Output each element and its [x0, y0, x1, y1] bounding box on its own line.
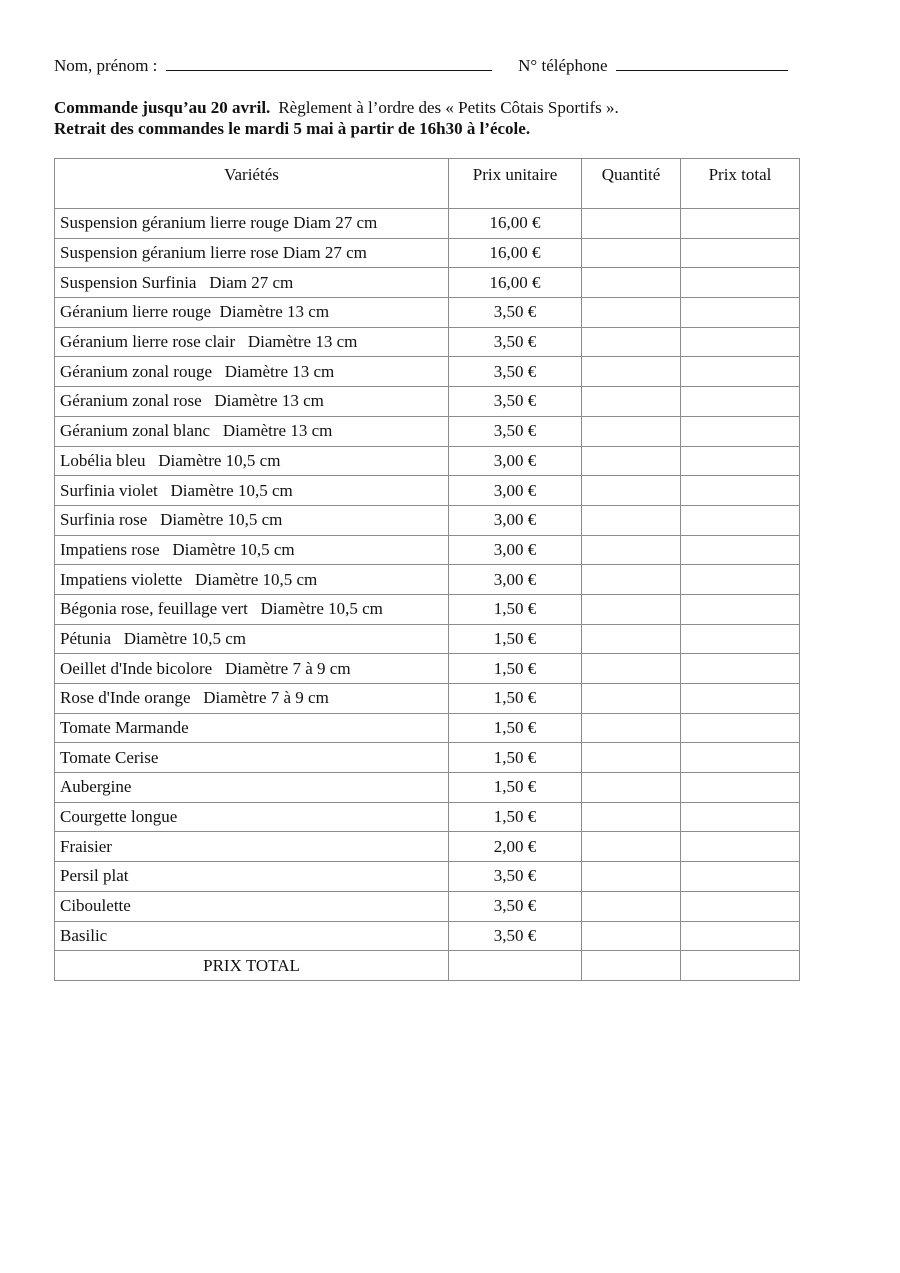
header-unit-price: Prix unitaire	[449, 159, 582, 209]
quantity-cell[interactable]	[582, 654, 681, 684]
unit-price-cell: 2,00 €	[449, 832, 582, 862]
total-row	[55, 951, 800, 981]
total-price-cell[interactable]	[681, 505, 800, 535]
table-row	[55, 832, 800, 862]
table-row	[55, 684, 800, 714]
variety-cell: Surfinia rose Diamètre 10,5 cm	[55, 505, 449, 535]
total-label: PRIX TOTAL	[55, 951, 449, 981]
table-row	[55, 862, 800, 892]
quantity-cell[interactable]	[582, 327, 681, 357]
variety-cell: Tomate Marmande	[55, 713, 449, 743]
table-row	[55, 209, 800, 239]
total-price-cell[interactable]	[681, 624, 800, 654]
variety-cell: Courgette longue	[55, 802, 449, 832]
table-row	[55, 416, 800, 446]
variety-cell: Géranium zonal rose Diamètre 13 cm	[55, 387, 449, 417]
unit-price-cell: 16,00 €	[449, 209, 582, 239]
header-total-price: Prix total	[681, 159, 800, 209]
total-price-cell[interactable]	[681, 802, 800, 832]
pickup-info: Retrait des commandes le mardi 5 mai à partir de 16h30 à l’école.	[54, 119, 531, 138]
variety-cell: Suspension Surfinia Diam 27 cm	[55, 268, 449, 298]
quantity-cell[interactable]	[582, 268, 681, 298]
customer-info-line	[54, 55, 814, 77]
quantity-cell[interactable]	[582, 713, 681, 743]
quantity-cell[interactable]	[582, 476, 681, 506]
quantity-cell[interactable]	[582, 535, 681, 565]
order-table	[54, 158, 800, 981]
table-row	[55, 476, 800, 506]
unit-price-cell: 16,00 €	[449, 238, 582, 268]
unit-price-cell: 3,50 €	[449, 298, 582, 328]
quantity-cell[interactable]	[582, 743, 681, 773]
table-row	[55, 624, 800, 654]
quantity-cell[interactable]	[582, 446, 681, 476]
variety-cell: Géranium lierre rouge Diamètre 13 cm	[55, 298, 449, 328]
quantity-cell[interactable]	[582, 209, 681, 239]
variety-cell: Aubergine	[55, 773, 449, 803]
variety-cell: Géranium zonal blanc Diamètre 13 cm	[55, 416, 449, 446]
quantity-cell[interactable]	[582, 862, 681, 892]
total-price-cell[interactable]	[681, 327, 800, 357]
table-row	[55, 565, 800, 595]
quantity-cell[interactable]	[582, 416, 681, 446]
table-row	[55, 446, 800, 476]
unit-price-cell: 3,00 €	[449, 565, 582, 595]
unit-price-cell: 1,50 €	[449, 684, 582, 714]
total-price-cell[interactable]	[681, 476, 800, 506]
total-empty-cell	[449, 951, 582, 981]
quantity-cell[interactable]	[582, 387, 681, 417]
total-price-cell[interactable]	[681, 713, 800, 743]
table-row	[55, 594, 800, 624]
table-row	[55, 357, 800, 387]
quantity-cell[interactable]	[582, 624, 681, 654]
variety-cell: Basilic	[55, 921, 449, 951]
total-price-cell[interactable]	[681, 743, 800, 773]
unit-price-cell: 1,50 €	[449, 654, 582, 684]
variety-cell: Tomate Cerise	[55, 743, 449, 773]
table-row	[55, 773, 800, 803]
table-row	[55, 298, 800, 328]
payment-instructions: Règlement à l’ordre des « Petits Côtais Sportifs ».	[278, 98, 619, 117]
variety-cell: Suspension géranium lierre rouge Diam 27 cm	[55, 209, 449, 239]
name-field[interactable]	[166, 55, 492, 71]
variety-cell: Persil plat	[55, 862, 449, 892]
total-price-cell[interactable]	[681, 209, 800, 239]
table-row	[55, 713, 800, 743]
variety-cell: Lobélia bleu Diamètre 10,5 cm	[55, 446, 449, 476]
table-row	[55, 802, 800, 832]
table-row	[55, 327, 800, 357]
quantity-cell[interactable]	[582, 357, 681, 387]
header-variety: Variétés	[55, 159, 449, 209]
total-price-cell[interactable]	[681, 891, 800, 921]
unit-price-cell: 1,50 €	[449, 713, 582, 743]
table-header-row	[55, 159, 800, 209]
unit-price-cell: 3,00 €	[449, 535, 582, 565]
variety-cell: Rose d'Inde orange Diamètre 7 à 9 cm	[55, 684, 449, 714]
unit-price-cell: 3,50 €	[449, 862, 582, 892]
name-label: Nom, prénom :	[54, 56, 158, 75]
total-price-cell[interactable]	[681, 594, 800, 624]
quantity-cell[interactable]	[582, 505, 681, 535]
phone-label: N° téléphone	[518, 56, 608, 75]
unit-price-cell: 3,50 €	[449, 921, 582, 951]
table-row	[55, 891, 800, 921]
quantity-cell[interactable]	[582, 238, 681, 268]
quantity-cell[interactable]	[582, 565, 681, 595]
unit-price-cell: 1,50 €	[449, 624, 582, 654]
variety-cell: Impatiens violette Diamètre 10,5 cm	[55, 565, 449, 595]
variety-cell: Géranium zonal rouge Diamètre 13 cm	[55, 357, 449, 387]
total-price-cell[interactable]	[681, 684, 800, 714]
variety-cell: Suspension géranium lierre rose Diam 27 cm	[55, 238, 449, 268]
total-price-cell[interactable]	[681, 535, 800, 565]
table-row	[55, 238, 800, 268]
table-row	[55, 743, 800, 773]
order-deadline: Commande jusqu’au 20 avril.	[54, 98, 271, 117]
unit-price-cell: 1,50 €	[449, 743, 582, 773]
total-price-cell[interactable]	[681, 238, 800, 268]
unit-price-cell: 1,50 €	[449, 594, 582, 624]
total-price-cell[interactable]	[681, 357, 800, 387]
unit-price-cell: 3,00 €	[449, 476, 582, 506]
table-row	[55, 535, 800, 565]
unit-price-cell: 1,50 €	[449, 802, 582, 832]
variety-cell: Pétunia Diamètre 10,5 cm	[55, 624, 449, 654]
variety-cell: Surfinia violet Diamètre 10,5 cm	[55, 476, 449, 506]
unit-price-cell: 16,00 €	[449, 268, 582, 298]
total-price-cell[interactable]	[681, 565, 800, 595]
table-row	[55, 505, 800, 535]
variety-cell: Bégonia rose, feuillage vert Diamètre 10,5 cm	[55, 594, 449, 624]
order-info	[54, 97, 854, 139]
quantity-cell[interactable]	[582, 594, 681, 624]
quantity-cell[interactable]	[582, 921, 681, 951]
unit-price-cell: 3,50 €	[449, 891, 582, 921]
table-row	[55, 387, 800, 417]
total-price-cell[interactable]	[681, 862, 800, 892]
unit-price-cell: 3,50 €	[449, 327, 582, 357]
grand-total-cell[interactable]	[681, 951, 800, 981]
variety-cell: Géranium lierre rose clair Diamètre 13 cm	[55, 327, 449, 357]
total-price-cell[interactable]	[681, 921, 800, 951]
quantity-cell[interactable]	[582, 802, 681, 832]
phone-field[interactable]	[616, 55, 788, 71]
variety-cell: Ciboulette	[55, 891, 449, 921]
unit-price-cell: 3,50 €	[449, 416, 582, 446]
quantity-cell[interactable]	[582, 773, 681, 803]
quantity-cell[interactable]	[582, 684, 681, 714]
quantity-cell[interactable]	[582, 832, 681, 862]
header-quantity: Quantité	[582, 159, 681, 209]
total-price-cell[interactable]	[681, 654, 800, 684]
table-row	[55, 921, 800, 951]
unit-price-cell: 3,50 €	[449, 357, 582, 387]
total-price-cell[interactable]	[681, 773, 800, 803]
table-row	[55, 654, 800, 684]
total-price-cell[interactable]	[681, 387, 800, 417]
total-price-cell[interactable]	[681, 832, 800, 862]
total-price-cell[interactable]	[681, 298, 800, 328]
unit-price-cell: 3,00 €	[449, 505, 582, 535]
unit-price-cell: 3,50 €	[449, 387, 582, 417]
variety-cell: Impatiens rose Diamètre 10,5 cm	[55, 535, 449, 565]
variety-cell: Fraisier	[55, 832, 449, 862]
unit-price-cell: 1,50 €	[449, 773, 582, 803]
quantity-cell[interactable]	[582, 891, 681, 921]
total-price-cell[interactable]	[681, 446, 800, 476]
total-price-cell[interactable]	[681, 268, 800, 298]
total-price-cell[interactable]	[681, 416, 800, 446]
table-row	[55, 268, 800, 298]
unit-price-cell: 3,00 €	[449, 446, 582, 476]
quantity-cell[interactable]	[582, 298, 681, 328]
total-quantity-cell[interactable]	[582, 951, 681, 981]
variety-cell: Oeillet d'Inde bicolore Diamètre 7 à 9 cm	[55, 654, 449, 684]
